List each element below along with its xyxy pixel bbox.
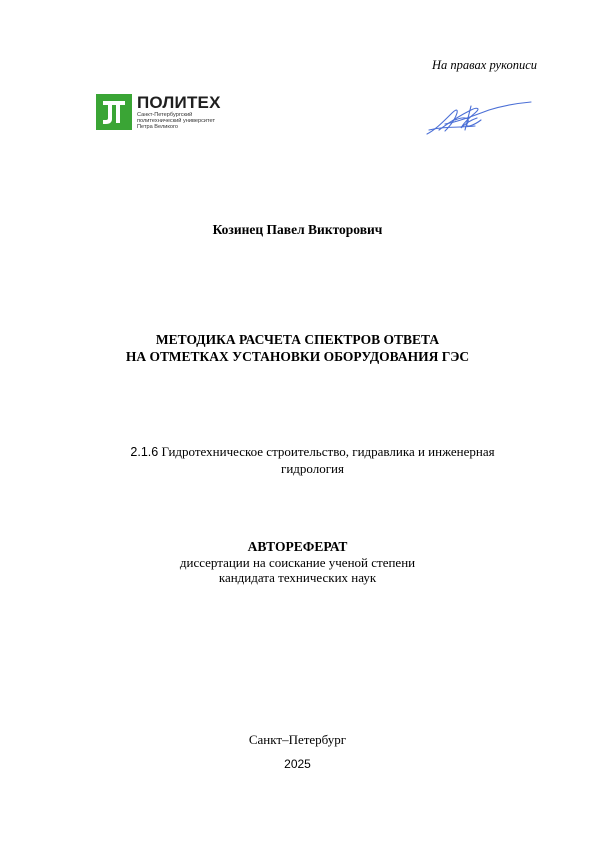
logo-subtitle-line: политехнический университет bbox=[137, 118, 216, 125]
specialty bbox=[110, 444, 515, 476]
university-logo bbox=[96, 94, 256, 134]
city: Санкт–Петербург bbox=[248, 732, 347, 747]
title-line: НА ОТМЕТКАХ УСТАНОВКИ ОБОРУДОВАНИЯ ГЭС bbox=[125, 349, 470, 364]
year: 2025 bbox=[284, 757, 311, 771]
logo-subtitle bbox=[137, 112, 215, 131]
degree-description bbox=[0, 555, 595, 585]
description-line: кандидата технических наук bbox=[218, 570, 377, 585]
author-name: Козинец Павел Викторович bbox=[212, 222, 383, 237]
logo-subtitle-line: Санкт-Петербургский bbox=[137, 112, 193, 118]
dissertation-title bbox=[0, 331, 595, 365]
pi-logo-icon bbox=[96, 94, 132, 130]
logo-subtitle-line: Петра Великого bbox=[137, 124, 178, 131]
specialty-text: Гидротехническое строительство, гидравлика и инженерная гидрология bbox=[158, 444, 495, 476]
document-type: АВТОРЕФЕРАТ bbox=[247, 539, 348, 554]
description-line: диссертации на соискание ученой степени bbox=[179, 555, 416, 570]
specialty-code: 2.1.6 bbox=[130, 445, 159, 459]
signature-icon bbox=[425, 100, 535, 140]
rights-notice: На правах рукописи bbox=[432, 58, 537, 72]
logo-name: ПОЛИТЕХ bbox=[137, 93, 221, 112]
title-line: МЕТОДИКА РАСЧЕТА СПЕКТРОВ ОТВЕТА bbox=[155, 332, 440, 347]
